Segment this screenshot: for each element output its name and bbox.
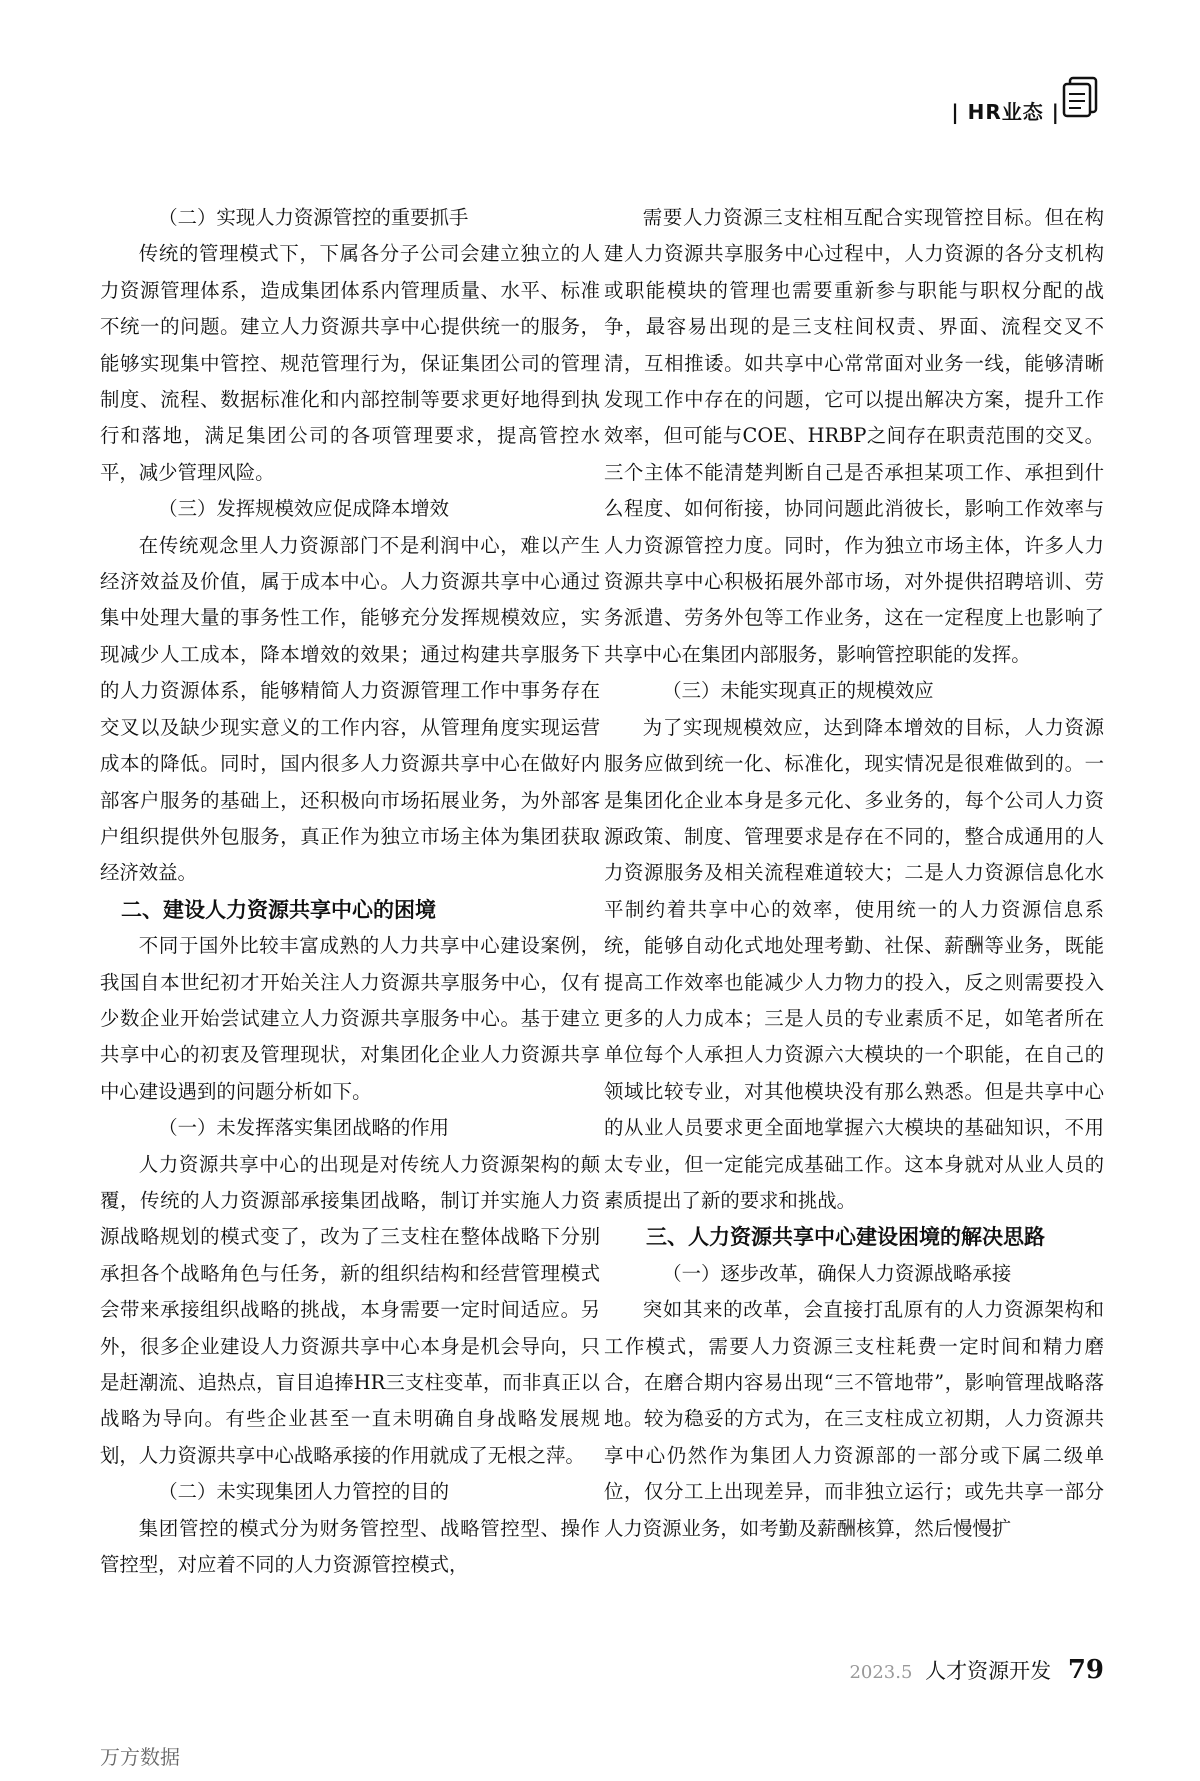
paragraph: 集团管控的模式分为财务管控型、战略管控型、操作管控型，对应着不同的人力资源管控模式，	[100, 1516, 600, 1577]
paragraph: 为了实现规模效应，达到降本增效的目标，人力资源服务应做到统一化、标准化，现实情况是很难做到的。一是集团化企业本身是多元化、多业务的，每个公司人力资源政策、制度、管理要求是存在不同的，整合成通用的人力资源服务及相关流程难道较大；二是人力资源信息化水平制约着共享中心的效率，使用统一的人力资源信息系统，能够自动化式地处理考勤、社保、薪酬等业务，既能提高工作效率也能减少人力物力的投入，反之则需要投入更多的人力成本；三是人员的专业素质不足，如笔者所在单位每个人承担人力资源六大模块的一个职能，在自己的领域比较专业，对其他模块没有那么熟悉。但是共享中心的从业人员要求更全面地掌握六大模块的基础知识，不用太专业，但一定能完成基础工作。这本身就对从业人员的素质提出了新的要求和挑战。	[604, 715, 1104, 1212]
paragraph: 传统的管理模式下，下属各分子公司会建立独立的人力资源管理体系，造成集团体系内管理质量、水平、标准不统一的问题。建立人力资源共享中心提供统一的服务，能够实现集中管控、规范管理行为，保证集团公司的管理制度、流程、数据标准化和内部控制等要求更好地得到执行和落地，满足集团公司的各项管理要求，提高管控水平，减少管理风险。	[100, 242, 600, 484]
subsection-heading: （一）逐步改革，确保人力资源战略承接	[662, 1261, 1012, 1285]
watermark: 万方数据	[100, 1745, 180, 1769]
paragraph: 突如其来的改革，会直接打乱原有的人力资源架构和工作模式，需要人力资源三支柱耗费一定时间和精力磨合，在磨合期内容易出现“三不管地带”，影响管理战略落地。较为稳妥的方式为，在三支柱成立初期，人力资源共享中心仍然作为集团人力资源部的一部分或下属二级单位，仅分工上出现差异，而非独立运行；或先共享一部分人力资源业务，如考勤及薪酬核算，然后慢慢扩	[604, 1298, 1104, 1540]
issue-date: 2023.5	[849, 1662, 913, 1683]
paragraph: 人力资源共享中心的出现是对传统人力资源架构的颠覆，传统的人力资源部承接集团战略，制订并实施人力资源战略规划的模式变了，改为了三支柱在整体战略下分别承担各个战略角色与任务，新的组织结构和经营管理模式会带来承接组织战略的挑战，本身需要一定时间适应。另外，很多企业建设人力资源共享中心本身是机会导向，只是赶潮流、追热点，盲目追捧HR三支柱变革，而非真正以战略为导向。有些企业甚至一直未明确自身战略发展规划，人力资源共享中心战略承接的作用就成了无根之萍。	[100, 1152, 600, 1467]
magazine-name: 人才资源开发	[925, 1659, 1052, 1683]
subsection-heading: （一）未发挥落实集团战略的作用	[158, 1116, 450, 1140]
subsection-heading: （二）未实现集团人力管控的目的	[158, 1480, 450, 1504]
page-number: 79	[1067, 1655, 1104, 1685]
paragraph: 需要人力资源三支柱相互配合实现管控目标。但在构建人力资源共享服务中心过程中，人力资源的各分支机构或职能模块的管理也需要重新参与职能与职权分配的战争，最容易出现的是三支柱间权责、界面、流程交叉不清，互相推诿。如共享中心常常面对业务一线，能够清晰发现工作中存在的问题，它可以提出解决方案，提升工作效率，但可能与COE、HRBP之间存在职责范围的交叉。三个主体不能清楚判断自己是否承担某项工作、承担到什么程度、如何衔接，协同问题此消彼长，影响工作效率与人力资源管控力度。同时，作为独立市场主体，许多人力资源共享中心积极拓展外部市场，对外提供招聘培训、劳务派遣、劳务外包等工作业务，这在一定程度上也影响了共享中心在集团内部服务，影响管控职能的发挥。	[604, 206, 1104, 666]
left-column	[100, 200, 600, 1583]
document-icon	[1060, 74, 1104, 118]
section-heading: 二、建设人力资源共享中心的困境	[121, 897, 436, 922]
subsection-heading: （二）实现人力资源管控的重要抓手	[158, 206, 469, 229]
paragraph: 不同于国外比较丰富成熟的人力共享中心建设案例，我国自本世纪初才开始关注人力资源共享服务中心，仅有少数企业开始尝试建立人力资源共享服务中心。基于建立共享中心的初衷及管理现状，对集团化企业人力资源共享中心建设遇到的问题分析如下。	[100, 934, 600, 1103]
paragraph: 在传统观念里人力资源部门不是利润中心，难以产生经济效益及价值，属于成本中心。人力资源共享中心通过集中处理大量的事务性工作，能够充分发挥规模效应，实现减少人工成本，降本增效的效果；通过构建共享服务下的人力资源体系，能够精简人力资源管理工作中事务存在交叉以及缺少现实意义的工作内容，从管理角度实现运营成本的降低。同时，国内很多人力资源共享中心在做好内部客户服务的基础上，还积极向市场拓展业务，为外部客户组织提供外包服务，真正作为独立市场主体为集团获取经济效益。	[100, 533, 600, 885]
page-footer	[849, 1655, 1104, 1685]
section-tag: | HR业态 |	[951, 100, 1060, 124]
subsection-heading: （三）未能实现真正的规模效应	[662, 679, 934, 703]
right-column	[604, 200, 1104, 1547]
section-heading: 三、人力资源共享中心建设困境的解决思路	[646, 1225, 1045, 1250]
subsection-heading: （三）发挥规模效应促成降本增效	[158, 497, 450, 521]
